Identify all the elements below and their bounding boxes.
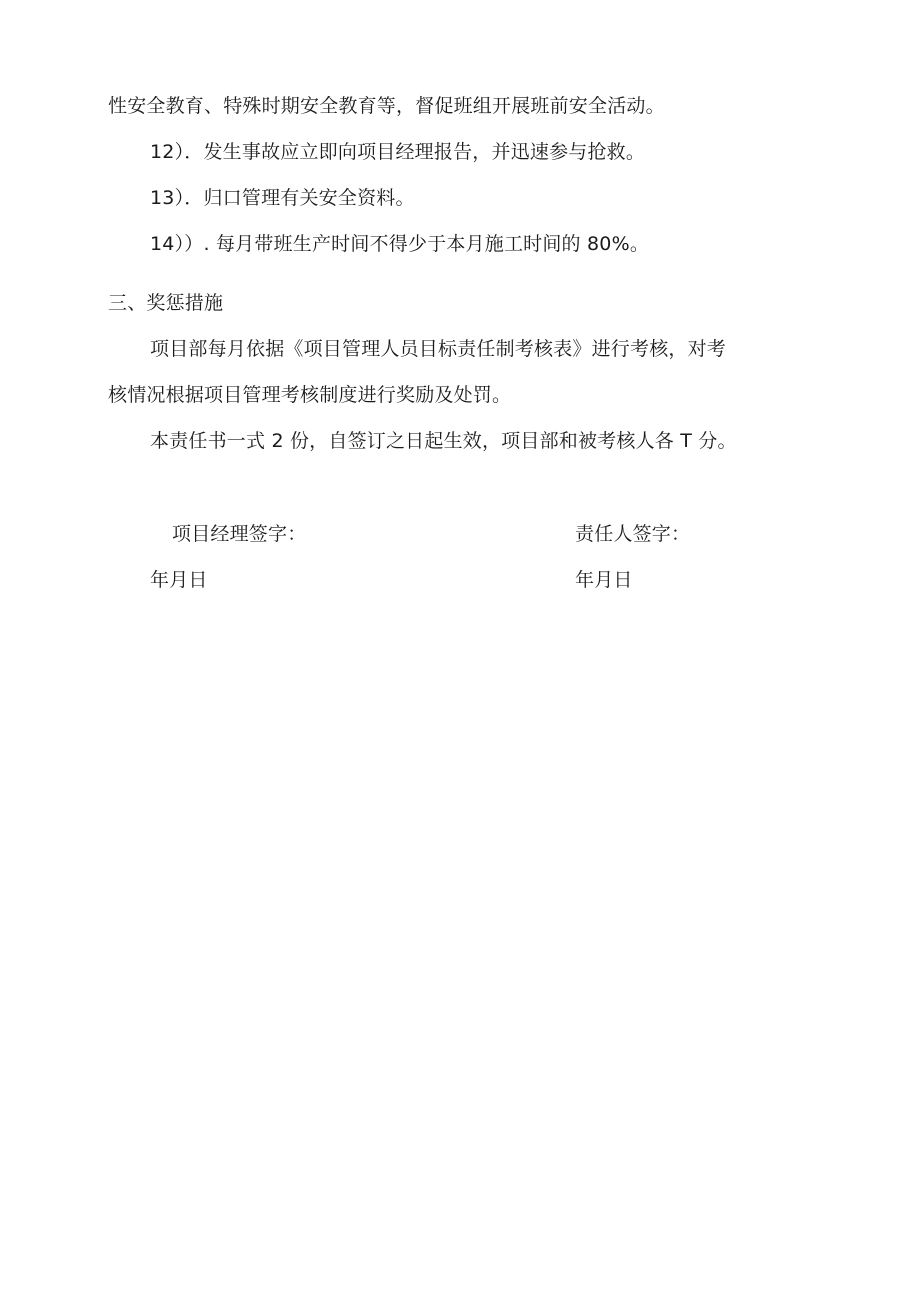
- responsible-date-label: 年月日: [575, 569, 633, 591]
- section-body-line-1: 项目部每月依据《项目管理人员目标责任制考核表》进行考核，对考: [150, 338, 727, 360]
- list-item-14: 14））. 每月带班生产时间不得少于本月施工时间的 80%。: [150, 233, 650, 255]
- list-item-12: 12）．发生事故应立即向项目经理报告，并迅速参与抢救。: [150, 141, 646, 163]
- list-item-13: 13）．归口管理有关安全资料。: [150, 187, 415, 209]
- manager-date-label: 年月日: [150, 569, 208, 591]
- responsible-signature-label: 责任人签字：: [575, 523, 691, 545]
- closing-statement: 本责任书一式 2 份，自签订之日起生效，项目部和被考核人各 T 分。: [150, 430, 737, 452]
- manager-signature-label: 项目经理签字：: [172, 523, 307, 545]
- paragraph-continuation: 性安全教育、特殊时期安全教育等，督促班组开展班前安全活动。: [108, 95, 665, 117]
- section-heading: 三、奖惩措施: [108, 292, 224, 314]
- section-body-line-2: 核情况根据项目管理考核制度进行奖励及处罚。: [108, 384, 512, 406]
